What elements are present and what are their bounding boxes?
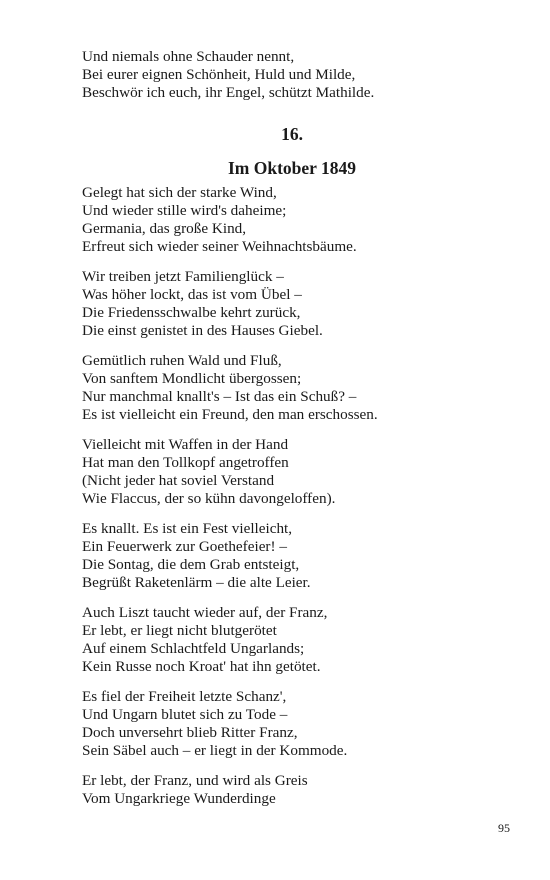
verse-line: Wie Flaccus, der so kühn davongeloffen). [82, 490, 336, 507]
verse-line: Sein Säbel auch – er liegt in der Kommode. [82, 742, 348, 759]
verse-line: Und wieder stille wird's daheime; [82, 202, 287, 219]
verse-line: Begrüßt Raketenlärm – die alte Leier. [82, 574, 311, 591]
verse-line: Vielleicht mit Waffen in der Hand [82, 436, 289, 453]
poem-title: Im Oktober 1849 [227, 158, 356, 178]
verse-line: Hat man den Tollkopf angetroffen [82, 454, 289, 471]
stanza [82, 352, 502, 424]
stanza [82, 772, 502, 808]
verse-line: Erfreut sich wieder seiner Weihnachtsbäume. [82, 238, 357, 255]
verse-line: Germania, das große Kind, [82, 220, 247, 237]
verse-line: Und niemals ohne Schauder nennt, [82, 48, 295, 65]
verse-line: Es fiel der Freiheit letzte Schanz', [82, 688, 287, 705]
verse-line: Die einst genistet in des Hauses Giebel. [82, 322, 323, 339]
verse-line: Kein Russe noch Kroat' hat ihn getötet. [82, 658, 321, 675]
verse-line: Er lebt, er liegt nicht blutgerötet [82, 622, 277, 639]
verse-line: Gemütlich ruhen Wald und Fluß, [82, 352, 282, 369]
previous-poem-ending [82, 48, 502, 102]
verse-line: Die Friedensschwalbe kehrt zurück, [82, 304, 301, 321]
stanza [82, 268, 502, 340]
poem-body [82, 184, 502, 820]
verse-line: Bei eurer eignen Schönheit, Huld und Milde, [82, 66, 356, 83]
poem-number: 16. [281, 124, 303, 144]
stanza [82, 184, 502, 256]
verse-line: Doch unversehrt blieb Ritter Franz, [82, 724, 298, 741]
verse-line: Nur manchmal knallt's – Ist das ein Schuß? – [82, 388, 357, 405]
verse-line: Die Sontag, die dem Grab entsteigt, [82, 556, 300, 573]
verse-line: Vom Ungarkriege Wunderdinge [82, 790, 276, 807]
verse-line: Gelegt hat sich der starke Wind, [82, 184, 277, 201]
stanza [82, 604, 502, 676]
page-number: 95 [498, 821, 510, 835]
verse-line: Beschwör ich euch, ihr Engel, schützt Mathilde. [82, 84, 375, 101]
verse-line: Ein Feuerwerk zur Goethefeier! – [82, 538, 287, 555]
verse-line: Es knallt. Es ist ein Fest vielleicht, [82, 520, 293, 537]
verse-line: Was höher lockt, das ist vom Übel – [82, 286, 302, 303]
verse-line: Und Ungarn blutet sich zu Tode – [82, 706, 288, 723]
verse-line: Auf einem Schlachtfeld Ungarlands; [82, 640, 305, 657]
verse-line: (Nicht jeder hat soviel Verstand [82, 472, 275, 489]
verse-line: Von sanftem Mondlicht übergossen; [82, 370, 302, 387]
verse-line: Es ist vielleicht ein Freund, den man erschossen. [82, 406, 378, 423]
stanza [82, 520, 502, 592]
verse-line: Er lebt, der Franz, und wird als Greis [82, 772, 308, 789]
verse-line: Auch Liszt taucht wieder auf, der Franz, [82, 604, 328, 621]
stanza [82, 688, 502, 760]
verse-line: Wir treiben jetzt Familienglück – [82, 268, 284, 285]
stanza [82, 436, 502, 508]
